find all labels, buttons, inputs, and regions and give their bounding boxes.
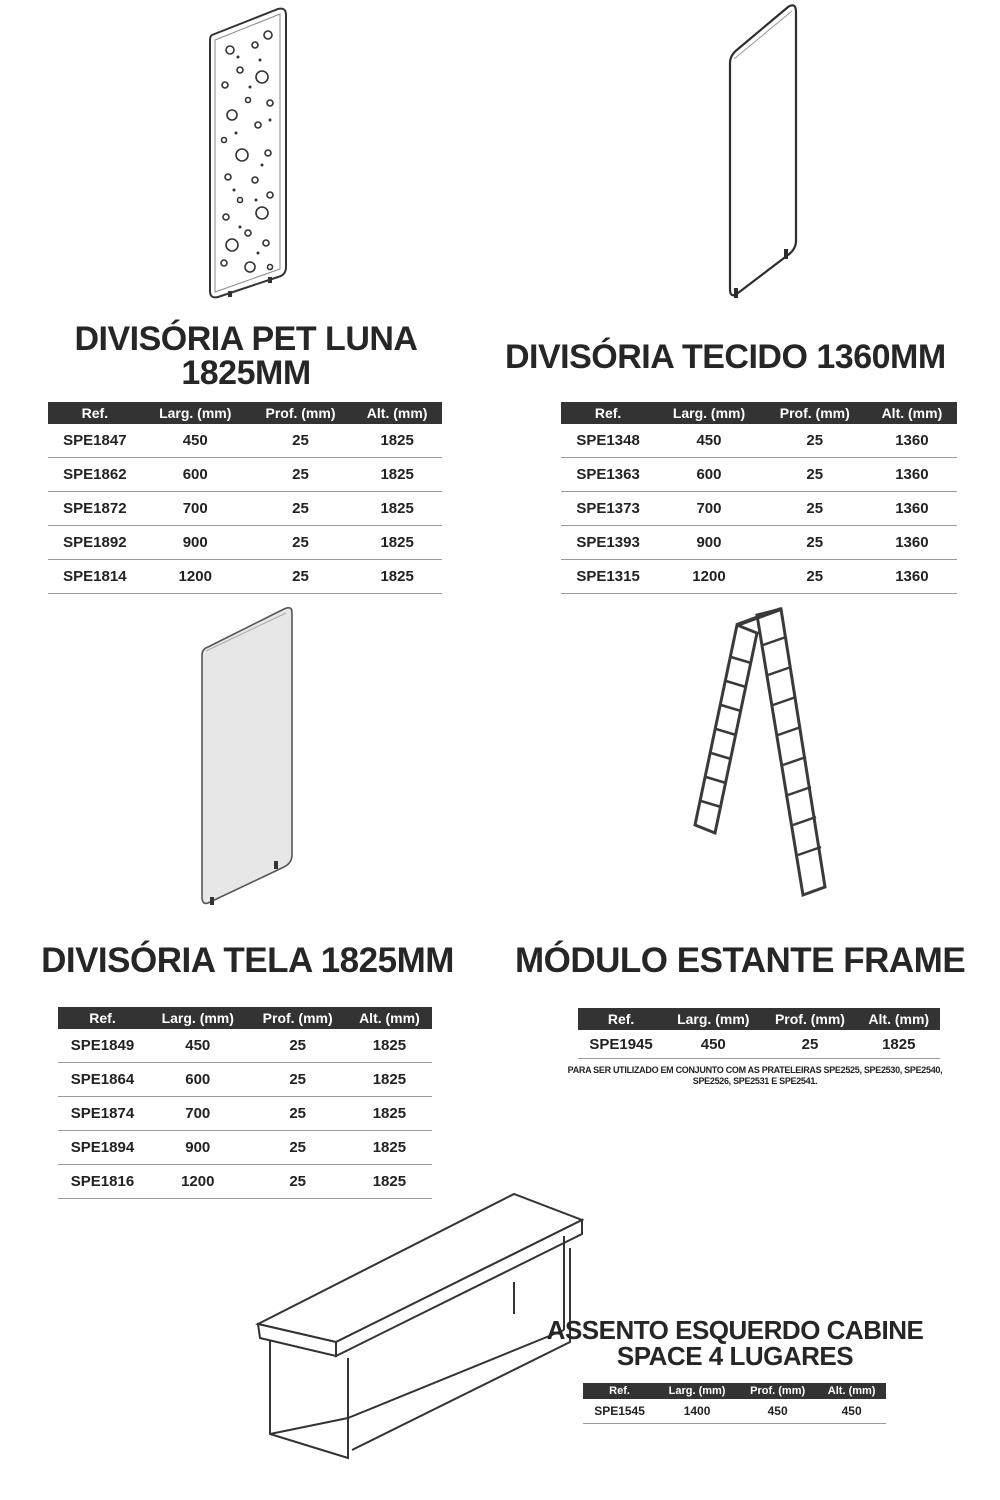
tela-panel-illustration: [198, 605, 296, 907]
table-header-row: [583, 1383, 886, 1399]
cell-width: 1200: [142, 560, 249, 594]
cell-depth: 25: [249, 1097, 347, 1131]
cell-height: 1825: [352, 424, 442, 458]
title-line: 1825MM: [181, 354, 311, 392]
spec-table-tela: [58, 1007, 432, 1199]
cell-ref: SPE1872: [48, 492, 142, 526]
col-width: Larg. (mm): [656, 1383, 738, 1399]
cell-width: 700: [655, 492, 763, 526]
cell-width: 900: [147, 1131, 249, 1165]
table-row: [48, 526, 442, 560]
cell-height: 1825: [347, 1131, 432, 1165]
cell-ref: SPE1862: [48, 458, 142, 492]
spec-table-pet-luna: [48, 402, 442, 594]
cell-ref: SPE1847: [48, 424, 142, 458]
title-line: DIVISÓRIA TECIDO 1360MM: [505, 338, 946, 376]
cell-depth: 25: [763, 424, 867, 458]
col-ref: Ref.: [578, 1008, 664, 1030]
cell-height: 1360: [867, 424, 957, 458]
title-line: DIVISÓRIA TELA 1825MM: [41, 941, 454, 980]
col-ref: Ref.: [583, 1383, 656, 1399]
cell-width: 600: [147, 1063, 249, 1097]
cell-width: 700: [147, 1097, 249, 1131]
cell-width: 450: [147, 1029, 249, 1063]
cell-ref: SPE1945: [578, 1030, 664, 1059]
cell-height: 1360: [867, 458, 957, 492]
product-title-tecido: [505, 340, 1000, 374]
col-depth: Prof. (mm): [249, 1007, 347, 1029]
cell-height: 1825: [347, 1097, 432, 1131]
cell-width: 700: [142, 492, 249, 526]
col-width: Larg. (mm): [147, 1007, 249, 1029]
table-row: [48, 492, 442, 526]
col-ref: Ref.: [561, 402, 655, 424]
cell-width: 450: [655, 424, 763, 458]
cell-width: 600: [655, 458, 763, 492]
col-height: Alt. (mm): [817, 1383, 886, 1399]
cell-ref: SPE1545: [583, 1399, 656, 1424]
cell-width: 900: [142, 526, 249, 560]
col-ref: Ref.: [58, 1007, 147, 1029]
cell-depth: 25: [762, 1030, 857, 1059]
cell-width: 450: [142, 424, 249, 458]
spec-table-assento: [583, 1383, 886, 1424]
note-line: PARA SER UTILIZADO EM CONJUNTO COM AS PRATELEIRAS SPE2525, SPE2530, SPE2540,: [567, 1065, 943, 1075]
table-header-row: [48, 402, 442, 424]
cell-height: 1825: [347, 1029, 432, 1063]
table-row: [583, 1399, 886, 1424]
cell-ref: SPE1894: [58, 1131, 147, 1165]
cell-ref: SPE1393: [561, 526, 655, 560]
cell-ref: SPE1892: [48, 526, 142, 560]
cell-ref: SPE1814: [48, 560, 142, 594]
table-header-row: [561, 402, 957, 424]
cell-ref: SPE1348: [561, 424, 655, 458]
table-row: [48, 560, 442, 594]
title-line: DIVISÓRIA PET LUNA: [74, 320, 418, 358]
table-row: [561, 492, 957, 526]
cell-height: 450: [817, 1399, 886, 1424]
table-row: [578, 1030, 940, 1059]
cell-width: 1200: [147, 1165, 249, 1199]
cell-width: 600: [142, 458, 249, 492]
table-header-row: [58, 1007, 432, 1029]
cell-width: 1400: [656, 1399, 738, 1424]
cell-ref: SPE1874: [58, 1097, 147, 1131]
table-row: [48, 458, 442, 492]
table-row: [561, 424, 957, 458]
cell-height: 1360: [867, 492, 957, 526]
cell-ref: SPE1315: [561, 560, 655, 594]
cell-depth: 25: [249, 1165, 347, 1199]
cell-height: 1825: [347, 1165, 432, 1199]
title-line: MÓDULO ESTANTE FRAME: [515, 941, 966, 980]
title-line: ASSENTO ESQUERDO CABINE: [546, 1315, 924, 1345]
col-depth: Prof. (mm): [762, 1008, 857, 1030]
cell-height: 1360: [867, 560, 957, 594]
cell-depth: 25: [249, 1063, 347, 1097]
pet-luna-panel-illustration: [200, 5, 290, 300]
spec-table-frame: [578, 1008, 940, 1059]
cell-depth: 25: [249, 1131, 347, 1165]
cell-height: 1825: [352, 492, 442, 526]
cell-ref: SPE1849: [58, 1029, 147, 1063]
table-row: [561, 458, 957, 492]
cell-height: 1825: [858, 1030, 940, 1059]
cell-height: 1825: [352, 560, 442, 594]
table-row: [58, 1097, 432, 1131]
table-header-row: [578, 1008, 940, 1030]
cell-depth: 25: [763, 458, 867, 492]
frame-shelf-illustration: [685, 605, 835, 905]
col-height: Alt. (mm): [352, 402, 442, 424]
col-width: Larg. (mm): [664, 1008, 762, 1030]
table-row: [58, 1029, 432, 1063]
product-title-assento: [530, 1317, 940, 1369]
col-height: Alt. (mm): [347, 1007, 432, 1029]
cell-depth: 25: [249, 526, 353, 560]
cell-height: 1825: [352, 458, 442, 492]
table-row: [561, 560, 957, 594]
cell-depth: 25: [249, 560, 353, 594]
cell-depth: 25: [249, 458, 353, 492]
title-line: SPACE 4 LUGARES: [616, 1341, 854, 1371]
compatibility-note: [510, 1065, 1000, 1087]
col-depth: Prof. (mm): [763, 402, 867, 424]
col-depth: Prof. (mm): [249, 402, 353, 424]
table-row: [561, 526, 957, 560]
col-width: Larg. (mm): [142, 402, 249, 424]
table-row: [48, 424, 442, 458]
cell-ref: SPE1816: [58, 1165, 147, 1199]
col-width: Larg. (mm): [655, 402, 763, 424]
table-row: [58, 1131, 432, 1165]
col-height: Alt. (mm): [867, 402, 957, 424]
cell-depth: 450: [738, 1399, 817, 1424]
cell-depth: 25: [763, 492, 867, 526]
col-depth: Prof. (mm): [738, 1383, 817, 1399]
cell-height: 1825: [352, 526, 442, 560]
cell-depth: 25: [763, 526, 867, 560]
table-row: [58, 1165, 432, 1199]
cell-depth: 25: [763, 560, 867, 594]
col-height: Alt. (mm): [858, 1008, 940, 1030]
cell-depth: 25: [249, 492, 353, 526]
cell-ref: SPE1864: [58, 1063, 147, 1097]
spec-table-tecido: [561, 402, 957, 594]
product-title-pet-luna: [40, 322, 452, 390]
table-row: [58, 1063, 432, 1097]
cell-depth: 25: [249, 424, 353, 458]
cell-height: 1825: [347, 1063, 432, 1097]
product-title-tela: [15, 943, 480, 978]
tecido-panel-illustration: [722, 3, 800, 301]
product-title-frame: [515, 943, 1000, 978]
note-line: SPE2526, SPE2531 E SPE2541.: [692, 1076, 818, 1086]
cell-ref: SPE1363: [561, 458, 655, 492]
cell-height: 1360: [867, 526, 957, 560]
cell-width: 450: [664, 1030, 762, 1059]
cell-width: 1200: [655, 560, 763, 594]
cell-width: 900: [655, 526, 763, 560]
cell-depth: 25: [249, 1029, 347, 1063]
col-ref: Ref.: [48, 402, 142, 424]
cell-ref: SPE1373: [561, 492, 655, 526]
